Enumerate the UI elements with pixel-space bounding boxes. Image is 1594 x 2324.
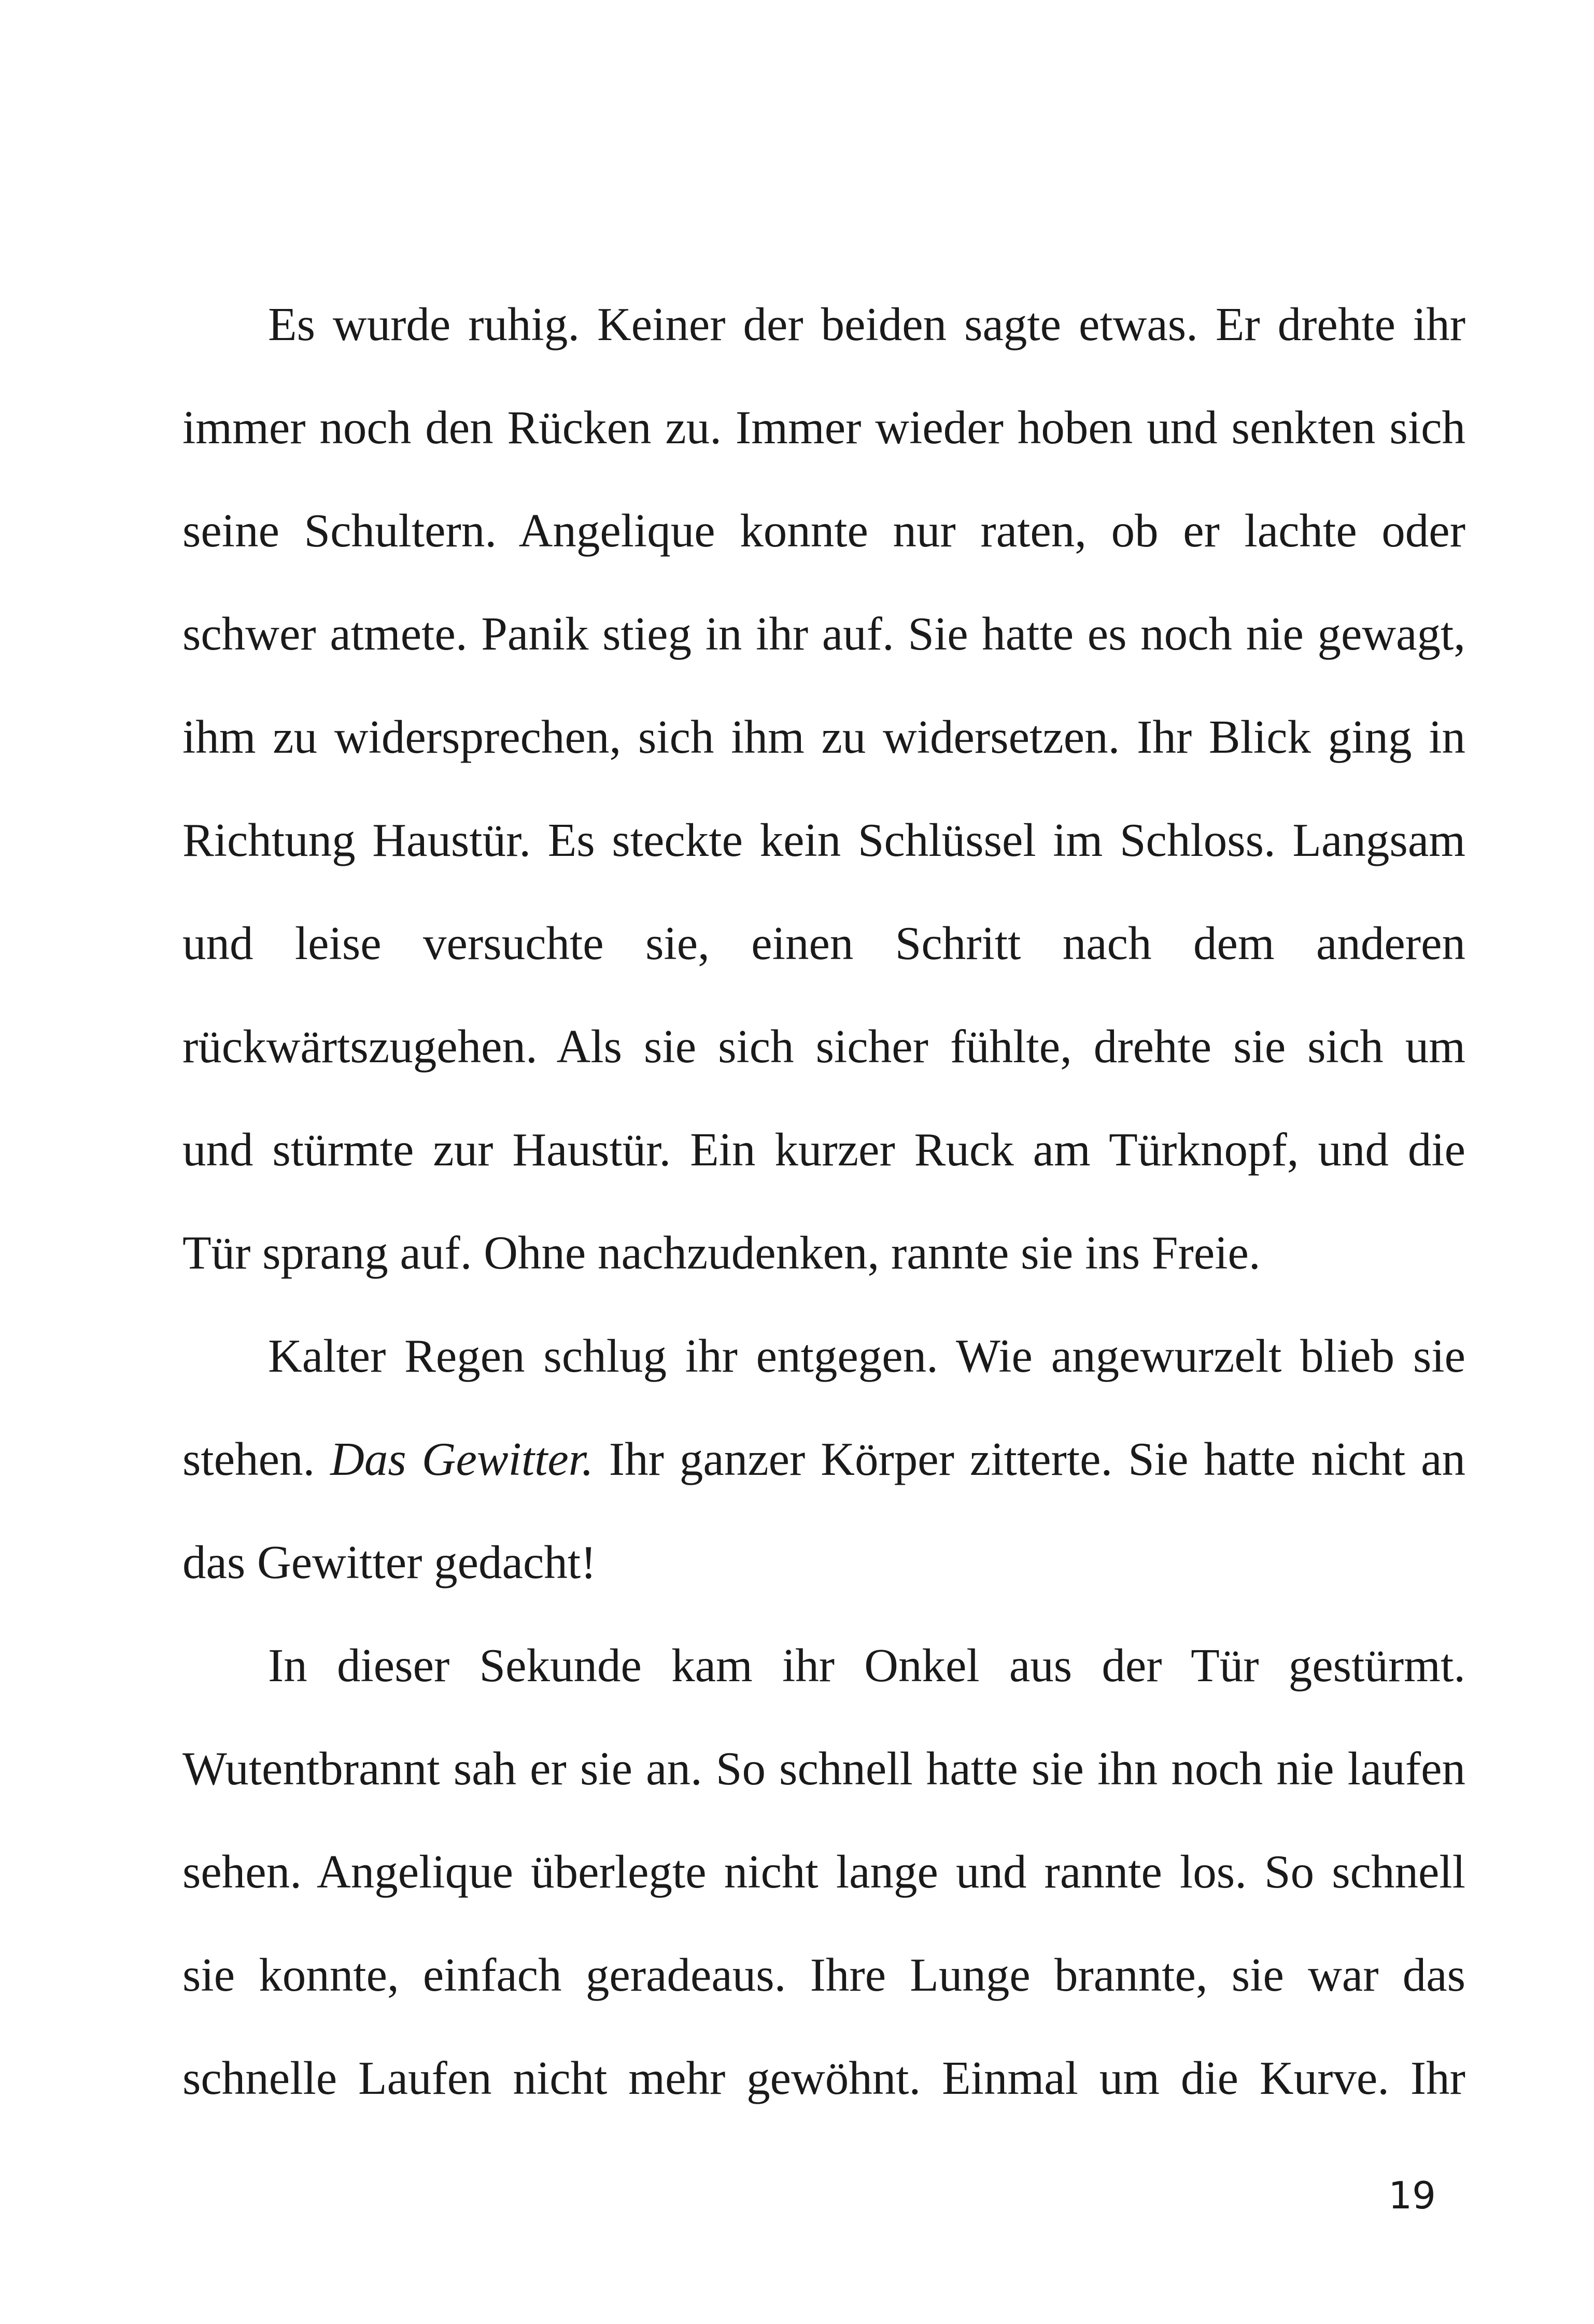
text-line: schwer atmete. Panik stieg in ihr auf. Sie hatte es noch nie gewagt, [182,608,1465,660]
text-line: Tür sprang auf. Ohne nachzudenken, rannte sie ins Freie. [182,1227,1261,1279]
line-suffix: Ihr ganzer Körper zitterte. Sie hatte nicht an [609,1433,1465,1485]
text-line: Richtung Haustür. Es steckte kein Schlüssel im Schloss. Langsam [182,814,1465,866]
page-number: 19 [1388,2174,1436,2217]
body-text [182,273,1465,2130]
text-line: sehen. Angelique überlegte nicht lange und rannte los. So schnell [182,1846,1465,1898]
text-line: ihm zu widersprechen, sich ihm zu widersetzen. Ihr Blick ging in [182,711,1465,763]
text-line: rückwärtszugehen. Als sie sich sicher fühlte, drehte sie sich um [182,1020,1465,1073]
text-line: seine Schultern. Angelique konnte nur raten, ob er lachte oder [182,504,1465,557]
text-line: sie konnte, einfach geradeaus. Ihre Lunge brannte, sie war das [182,1949,1465,2001]
text-line: Es wurde ruhig. Keiner der beiden sagte etwas. Er drehte ihr [268,298,1465,350]
text-line: Wutentbrannt sah er sie an. So schnell hatte sie ihn noch nie laufen [182,1742,1465,1795]
text-line: das Gewitter gedacht! [182,1536,597,1588]
text-line-with-italic [182,1407,1465,1511]
line-prefix: stehen. [182,1433,315,1485]
text-line: Kalter Regen schlug ihr entgegen. Wie angewurzelt blieb sie [268,1330,1465,1382]
text-line: schnelle Laufen nicht mehr gewöhnt. Einmal um die Kurve. Ihr [182,2052,1465,2104]
text-line: In dieser Sekunde kam ihr Onkel aus der Tür gestürmt. [268,1639,1465,1692]
text-line: und leise versuchte sie, einen Schritt nach dem anderen [182,917,1465,969]
text-line: und stürmte zur Haustür. Ein kurzer Ruck am Türknopf, und die [182,1123,1465,1176]
italic-phrase: Das Gewitter. [330,1433,594,1485]
text-line: immer noch den Rücken zu. Immer wieder hoben und senkten sich [182,401,1465,454]
